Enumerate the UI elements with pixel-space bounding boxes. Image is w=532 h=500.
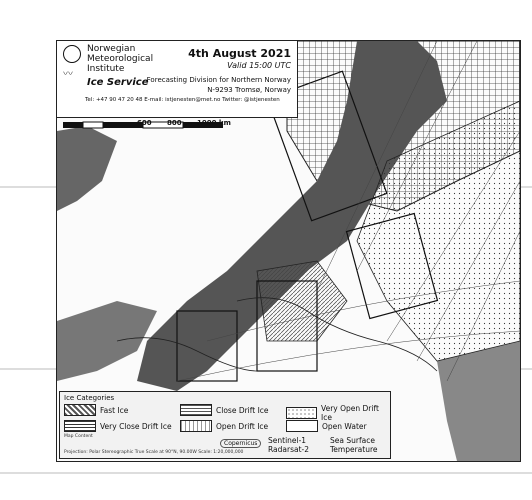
legend-label: Very Open Drift Ice bbox=[321, 404, 379, 422]
legend-item-open-water bbox=[286, 420, 367, 432]
scale-bar bbox=[63, 120, 243, 134]
sst-line-2: Temperature bbox=[330, 445, 378, 454]
sensor-line-2: Radarsat-2 bbox=[268, 445, 310, 454]
map-content-label: Map Content bbox=[64, 434, 93, 439]
scale-label-600: 600 bbox=[137, 119, 152, 127]
institute-line-2: Meteorological bbox=[87, 54, 154, 64]
fast-ice-swatch bbox=[64, 404, 96, 416]
sst-line-1: Sea Surface bbox=[330, 436, 375, 445]
scale-label-1000: 1000 km bbox=[197, 119, 231, 127]
scale-label-800: 800 bbox=[167, 119, 182, 127]
legend-label: Open Water bbox=[322, 421, 367, 431]
chart-date: 4th August 2021 bbox=[188, 47, 291, 60]
open-swatch bbox=[180, 420, 212, 432]
wave-icon: 〰 bbox=[63, 69, 73, 80]
very-close-swatch bbox=[64, 420, 96, 432]
projection-note: Projection: Polar Stereographic True Scale at 90°N, 90.00W Scale: 1:20,000,000 bbox=[64, 450, 244, 455]
header-panel bbox=[57, 41, 298, 118]
very-open-swatch bbox=[286, 407, 317, 419]
institute-line-3: Institute bbox=[87, 64, 125, 74]
valid-time: Valid 15:00 UTC bbox=[227, 61, 291, 70]
sst-legend bbox=[330, 436, 378, 454]
sensor-legend bbox=[268, 436, 309, 454]
ice-service-label: Ice Service bbox=[87, 77, 149, 88]
legend-panel bbox=[59, 391, 391, 459]
address-label: N-9293 Tromsø, Norway bbox=[207, 86, 291, 94]
institute-line-1: Norwegian bbox=[87, 44, 136, 54]
legend-label: Fast Ice bbox=[100, 405, 129, 415]
close-swatch bbox=[180, 404, 212, 416]
legend-label: Open Drift Ice bbox=[216, 421, 269, 431]
ice-chart-map bbox=[56, 40, 521, 462]
open-water-swatch bbox=[286, 420, 318, 432]
legend-title: Ice Categories bbox=[64, 394, 115, 402]
sensor-line-1: Sentinel-1 bbox=[268, 436, 307, 445]
copernicus-logo: Copernicus bbox=[220, 439, 261, 448]
met-logo-icon bbox=[63, 45, 81, 63]
legend-item-close bbox=[180, 404, 269, 416]
legend-label: Very Close Drift Ice bbox=[100, 421, 172, 431]
contact-line: Tel: +47 90 47 20 48 E-mail: istjenesten@met.no Twitter: @istjenesten bbox=[85, 97, 280, 103]
division-label: Forecasting Division for Northern Norway bbox=[146, 76, 291, 84]
legend-label: Close Drift Ice bbox=[216, 405, 269, 415]
institute-name bbox=[87, 44, 153, 74]
legend-item-open bbox=[180, 420, 268, 432]
legend-item-very-close bbox=[64, 420, 172, 432]
legend-item-fast-ice bbox=[64, 404, 128, 416]
